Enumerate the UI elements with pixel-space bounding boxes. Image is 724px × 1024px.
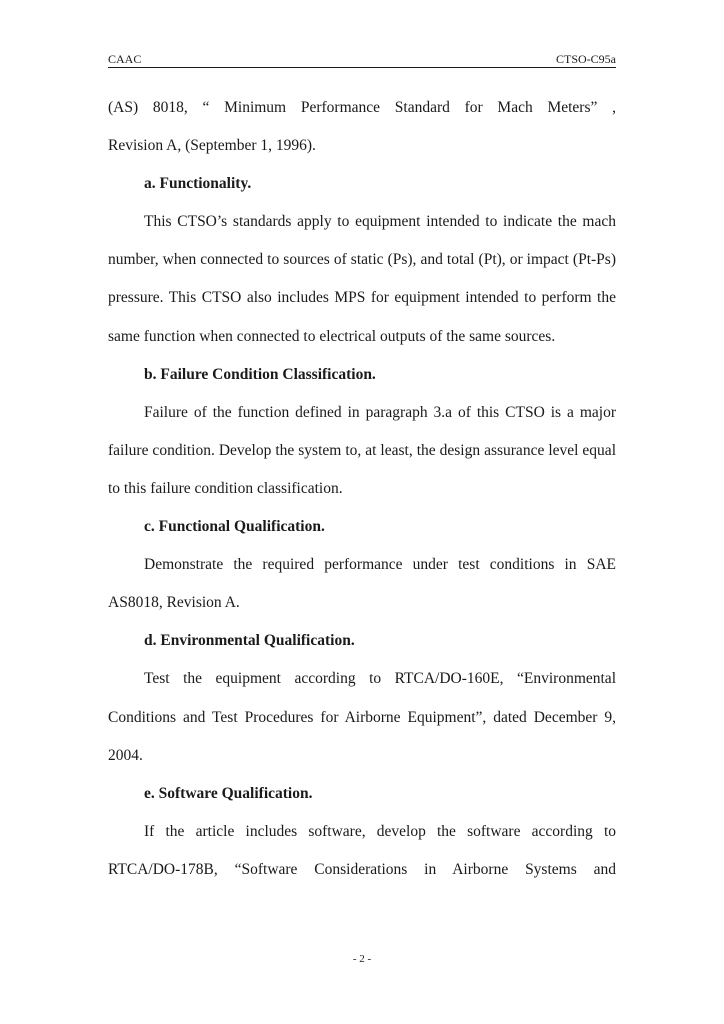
section-b-heading: b. Failure Condition Classification.: [144, 365, 376, 383]
section-a-heading: a. Functionality.: [144, 175, 252, 193]
section-d-text: Test the equipment according to RTCA/DO-160E, “Environmental Conditions and Test Procedures for Airborne Equipment”, dated December 9, 2004.: [108, 670, 616, 764]
header-divider: [108, 67, 616, 68]
header-document-id: CTSO-C95a: [556, 52, 616, 66]
section-b-text: Failure of the function defined in paragraph 3.a of this CTSO is a major failure condition. Develop the system to, at least, the design assurance level equal to this failure condition classification.: [108, 403, 616, 497]
section-c-text: Demonstrate the required performance under test conditions in SAE AS8018, Revision A.: [108, 556, 616, 612]
intro-line-1: (AS) 8018, “ Minimum Performance Standard for Mach Meters” ,: [108, 99, 616, 116]
section-a-text: This CTSO’s standards apply to equipment intended to indicate the mach number, when connected to sources of static (Ps), and total (Pt), or impact (Pt-Ps) pressure. This CTSO also includes MPS for equipment intended to perform the same function when connected to electrical outputs of the same sources.: [108, 213, 616, 345]
header-organization: CAAC: [108, 52, 142, 66]
section-e-text: If the article includes software, develop the software according to RTCA/DO-178B, “Software Considerations in Airborne Systems and: [108, 822, 616, 878]
page-header: [108, 52, 616, 68]
intro-line-2: Revision A, (September 1, 1996).: [108, 137, 316, 155]
section-c-heading: c. Functional Qualification.: [144, 518, 325, 536]
section-e-heading: e. Software Qualification.: [144, 784, 313, 802]
section-d-heading: d. Environmental Qualification.: [144, 632, 355, 650]
page-number: - 2 -: [352, 953, 372, 965]
document-body: [108, 89, 616, 889]
